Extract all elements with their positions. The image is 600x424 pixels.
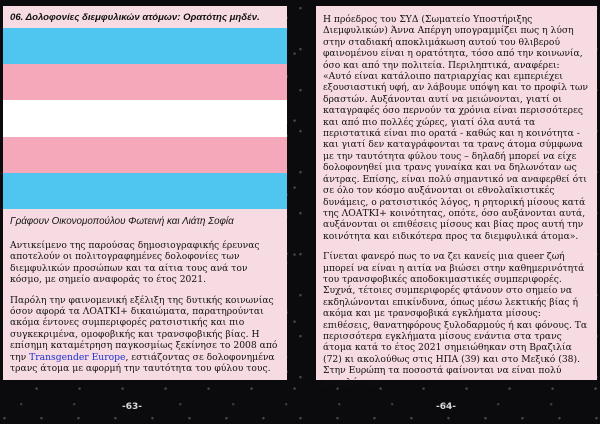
page-number-left: -63- <box>122 402 142 412</box>
left-page-body <box>10 240 282 383</box>
transgender-flag-image <box>3 28 287 209</box>
flag-stripe-blue-bottom <box>3 173 287 209</box>
right-paragraph-2: Γίνεται φανερό πως το να ζει κανείς μια queer ζωή μπορεί να είναι η αιτία να βιώσει στην καθημερινότητά του τρανσφοβικές αποδοκιμαστικές συμπεριφορές. Συχνά, τέτοιες συμπεριφορές φτάνουν στο σημείο να εκδηλώνονται επικίνδυνα, όπως μέσω λεκτικής βίας ή ακόμα και με τρανσφοβικά εγκλήματα μίσους: επιθέσεις, θανατηφόρους ξυλοδαρμούς ή και φόνους. Τα περισσότερα εγκλήματα μίσους ενάντια στα τρανς άτομα κατά το έτος 2021 σημειώθηκαν στη Βραζιλία (72) κι ακολούθως στις ΗΠΑ (39) και στο Μεξικό (38). Στην Ευρώπη τα ποσοστά φαίνονται να είναι πολύ χαμηλότερα <box>323 251 588 388</box>
flag-stripe-blue-top <box>3 28 287 64</box>
left-paragraph-2-text-b: , εστιάζοντας σε δολοφονημένα τρανς άτομα με αφορμή την ταυτότητα του φύλου τους. <box>10 351 275 375</box>
right-page <box>316 6 597 388</box>
right-paragraph-1: Η πρόεδρος του ΣΥΔ (Σωματείο Υποστήριξης Διεμφυλικών) Άννα Απέργη υπογραμμίζει πως η λύση στην σταδιακή αποκλιμάκωση αυτού του θλιβερού φαινομένου είναι η ορατότητα, τόσο από την κοινωνία, όσο και από την πολιτεία. Περιληπτικά, αναφέρει: «Αυτό είναι κατάλοιπο πατριαρχίας και εμπεριέχει εξουσιαστική υφή, αν λάβουμε υπόψη και το προφίλ των δραστών. Αυξάνονται αυτί να μειώνονται, γιατί οι καταγραφές όσο περνούν τα χρόνια είναι περισσότερες και από πιο πολλές χώρες, γιατί όλα αυτά τα περιστατικά είναι πιο ορατά - καθώς και η κοινότητα - και γιατί δεν καταγράφονται τα τρανς άτομα σύμφωνα με την ταυτότητα φύλου τους – δηλαδή μπορεί να είχε δολοφονηθεί μια τρανς γυναίκα και να δηλωνόταν ως άντρας. Επίσης, είναι πολύ σημαντικό να αναφερθεί ότι σε όλο τον κόσμο αυξάνονται οι εθνολαϊκιστικές δυνάμεις, ο ρατσιστικός λόγος, η ρητορική μίσους κατά της ΛΟΑΤΚΙ+ κοινότητας, οπότε, όσο αυξάνονται αυτά, αυξάνονται οι επιθέσεις μίσους και βίας προς αυτή την κοινότητα και ειδικότερα προς τα διεμφυλικά άτομα». <box>323 14 589 242</box>
transgender-europe-link[interactable]: Transgender Europe <box>29 351 126 363</box>
flag-stripe-white <box>3 100 287 136</box>
chapter-title: 06. Δολοφονίες διεμφυλικών ατόμων: Ορατότης μηδέν. <box>10 12 260 23</box>
page-number-right: -64- <box>436 402 456 412</box>
flag-stripe-pink-top <box>3 64 287 100</box>
flag-stripe-pink-bottom <box>3 137 287 173</box>
left-paragraph-1: Αντικείμενο της παρούσας δημοσιογραφικής έρευνας αποτελούν οι πολιτογραφημένες δολοφονίες των διεμφυλικών προσώπων και τα αίτια τους ανά τον κόσμο, με σημείο αναφοράς το έτος 2021. <box>10 240 260 286</box>
left-paragraph-2-text-a: Παρόλη την φαινομενική εξέλιξη της δυτικής κοινωνίας όσον αφορά τα ΛΟΑΤΚΙ+ δικαιώματα, παρατηρούνται ακόμα έντονες συμπεριφορές ρατσιστικής και πιο συγκεκριμένα, ομοφοβικής και τρανσφοβικής βίας. Η επίσημη καταμέτρηση παγκοσμίως ξεκίνησε το 2008 από την <box>10 294 278 363</box>
left-page <box>3 6 287 380</box>
author-caption: Γράφουν Οικονομοπούλου Φωτεινή και Λιάτη Σοφία <box>10 216 234 227</box>
left-paragraph-2 <box>10 295 282 375</box>
right-page-body <box>323 14 590 388</box>
